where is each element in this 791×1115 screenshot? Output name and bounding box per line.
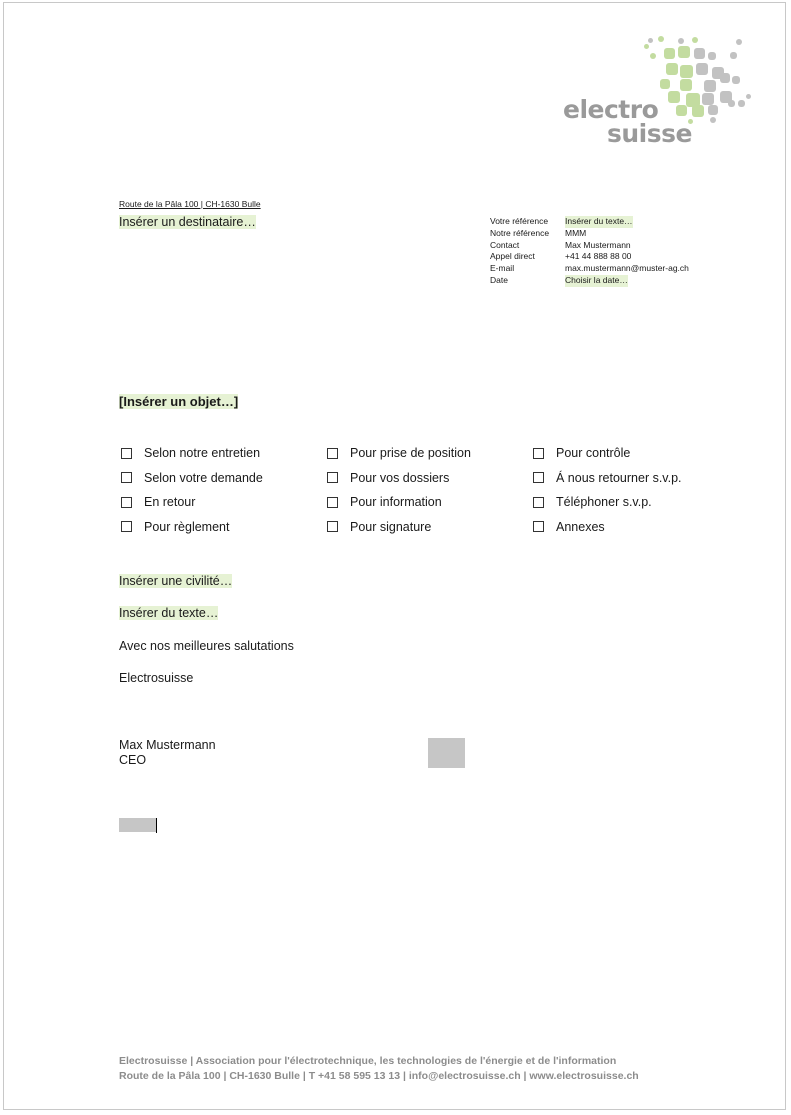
- logo-dot: [702, 93, 714, 105]
- ref-row-contact: [490, 240, 689, 252]
- signer-block: [119, 738, 216, 768]
- logo-word-suisse: suisse: [607, 119, 692, 148]
- checkbox-label: Selon notre entretien: [144, 446, 261, 460]
- footer: [119, 1054, 639, 1083]
- checkbox-box[interactable]: [327, 448, 338, 459]
- checkbox-item[interactable]: [325, 495, 442, 509]
- checkbox-item[interactable]: [531, 520, 605, 534]
- logo-dot: [678, 46, 690, 58]
- ref-label: Notre référence: [490, 227, 550, 238]
- civility-field[interactable]: Insérer une civilité…: [119, 574, 233, 588]
- logo-dot: [730, 52, 737, 59]
- checkbox-label: Á nous retourner s.v.p.: [556, 470, 682, 485]
- checkbox-item[interactable]: [119, 520, 229, 534]
- checkbox-item[interactable]: [325, 446, 471, 460]
- logo-dot: [738, 100, 745, 107]
- our-reference-value: MMM: [565, 227, 587, 238]
- footer-line-association: Electrosuisse | Association pour l'électrotechnique, les technologies de l'énergie et de l'information: [119, 1055, 617, 1067]
- ref-label: Date: [490, 274, 508, 285]
- checkbox-box[interactable]: [533, 497, 544, 508]
- checkbox-label: Pour vos dossiers: [350, 470, 450, 485]
- logo-dot: [650, 53, 656, 59]
- ref-label: Contact: [490, 239, 520, 250]
- email-value: max.mustermann@muster-ag.ch: [565, 263, 689, 274]
- contact-value: Max Mustermann: [565, 239, 631, 250]
- electrosuisse-logo: [560, 35, 760, 147]
- date-picker-field[interactable]: Choisir la date…: [565, 274, 628, 285]
- checkbox-box[interactable]: [121, 472, 132, 483]
- checkbox-item[interactable]: [531, 495, 652, 509]
- checkbox-box[interactable]: [533, 521, 544, 532]
- ref-row-email: [490, 263, 689, 275]
- checkbox-box[interactable]: [327, 521, 338, 532]
- checkbox-item[interactable]: [325, 520, 431, 534]
- logo-dot: [704, 80, 716, 92]
- checkbox-label: Téléphoner s.v.p.: [556, 495, 652, 510]
- checkbox-label: Pour information: [350, 495, 442, 510]
- checkbox-label: En retour: [144, 495, 196, 510]
- ref-label: Appel direct: [490, 251, 535, 262]
- checkbox-grid: [119, 446, 739, 544]
- direct-call-value: +41 44 888 88 00: [565, 251, 632, 262]
- checkbox-box[interactable]: [533, 448, 544, 459]
- checkbox-box[interactable]: [533, 472, 544, 483]
- company-name: Electrosuisse: [119, 671, 194, 685]
- checkbox-row: [119, 520, 739, 545]
- logo-dot: [696, 63, 708, 75]
- logo-word-electro: electro: [563, 95, 659, 124]
- checkbox-box[interactable]: [327, 497, 338, 508]
- logo-dot: [746, 94, 751, 99]
- ref-row-date: [490, 275, 689, 287]
- checkbox-label: Annexes: [556, 519, 605, 534]
- logo-dot: [708, 105, 718, 115]
- checkbox-item[interactable]: [119, 446, 260, 460]
- logo-dot: [692, 37, 698, 43]
- checkbox-box[interactable]: [121, 448, 132, 459]
- checkbox-row: [119, 495, 739, 520]
- letter-page: [3, 2, 786, 1110]
- ref-row-our-reference: [490, 228, 689, 240]
- checkbox-row: [119, 446, 739, 471]
- logo-dot: [692, 105, 704, 117]
- checkbox-label: Selon votre demande: [144, 470, 263, 485]
- logo-dot: [660, 79, 670, 89]
- checkbox-item[interactable]: [119, 471, 263, 485]
- logo-dot: [680, 65, 693, 78]
- logo-dot: [732, 76, 740, 84]
- body-text-field[interactable]: Insérer du texte…: [119, 606, 219, 620]
- checkbox-label: Pour signature: [350, 519, 432, 534]
- second-signature-placeholder[interactable]: [428, 738, 465, 768]
- ref-label: E-mail: [490, 263, 515, 274]
- checkbox-item[interactable]: [531, 446, 630, 460]
- logo-dot: [708, 52, 716, 60]
- checkbox-box[interactable]: [327, 472, 338, 483]
- logo-dot: [666, 63, 678, 75]
- logo-dot: [678, 38, 684, 44]
- logo-dot: [676, 105, 687, 116]
- sender-address-line: Route de la Pâla 100 | CH-1630 Bulle: [119, 199, 261, 209]
- logo-dot: [644, 44, 649, 49]
- logo-dot: [736, 39, 742, 45]
- ref-label: Votre référence: [490, 216, 549, 226]
- reference-block: [490, 216, 689, 287]
- checkbox-label: Pour contrôle: [556, 446, 631, 460]
- checkbox-box[interactable]: [121, 497, 132, 508]
- checkbox-item[interactable]: [119, 495, 195, 509]
- logo-dot: [680, 79, 692, 91]
- ref-row-your-reference: [490, 216, 689, 228]
- logo-dot: [648, 38, 653, 43]
- checkbox-label: Pour règlement: [144, 519, 230, 534]
- your-reference-field[interactable]: Insérer du texte…: [565, 216, 633, 226]
- checkbox-box[interactable]: [121, 521, 132, 532]
- closing-salutation: Avec nos meilleures salutations: [119, 639, 294, 653]
- logo-dot: [694, 48, 705, 59]
- logo-dot: [658, 36, 664, 42]
- text-cursor: [156, 818, 157, 833]
- checkbox-item[interactable]: [325, 471, 449, 485]
- enclosure-placeholder[interactable]: [119, 818, 156, 832]
- checkbox-item[interactable]: [531, 471, 682, 485]
- subject-field[interactable]: [Insérer un objet…]: [119, 394, 239, 409]
- checkbox-label: Pour prise de position: [350, 446, 471, 460]
- logo-dot: [668, 91, 680, 103]
- footer-line-contact: Route de la Pâla 100 | CH-1630 Bulle | T +41 58 595 13 13 | info@electrosuisse.ch | www.electrosuisse.ch: [119, 1069, 639, 1082]
- signer-name: Max Mustermann: [119, 738, 216, 752]
- checkbox-row: [119, 471, 739, 496]
- recipient-field[interactable]: Insérer un destinataire…: [119, 215, 256, 229]
- logo-dot: [728, 100, 735, 107]
- signer-title: CEO: [119, 753, 147, 767]
- logo-dot: [664, 48, 675, 59]
- logo-dot: [720, 73, 730, 83]
- ref-row-direct-call: [490, 251, 689, 263]
- logo-dot: [710, 117, 716, 123]
